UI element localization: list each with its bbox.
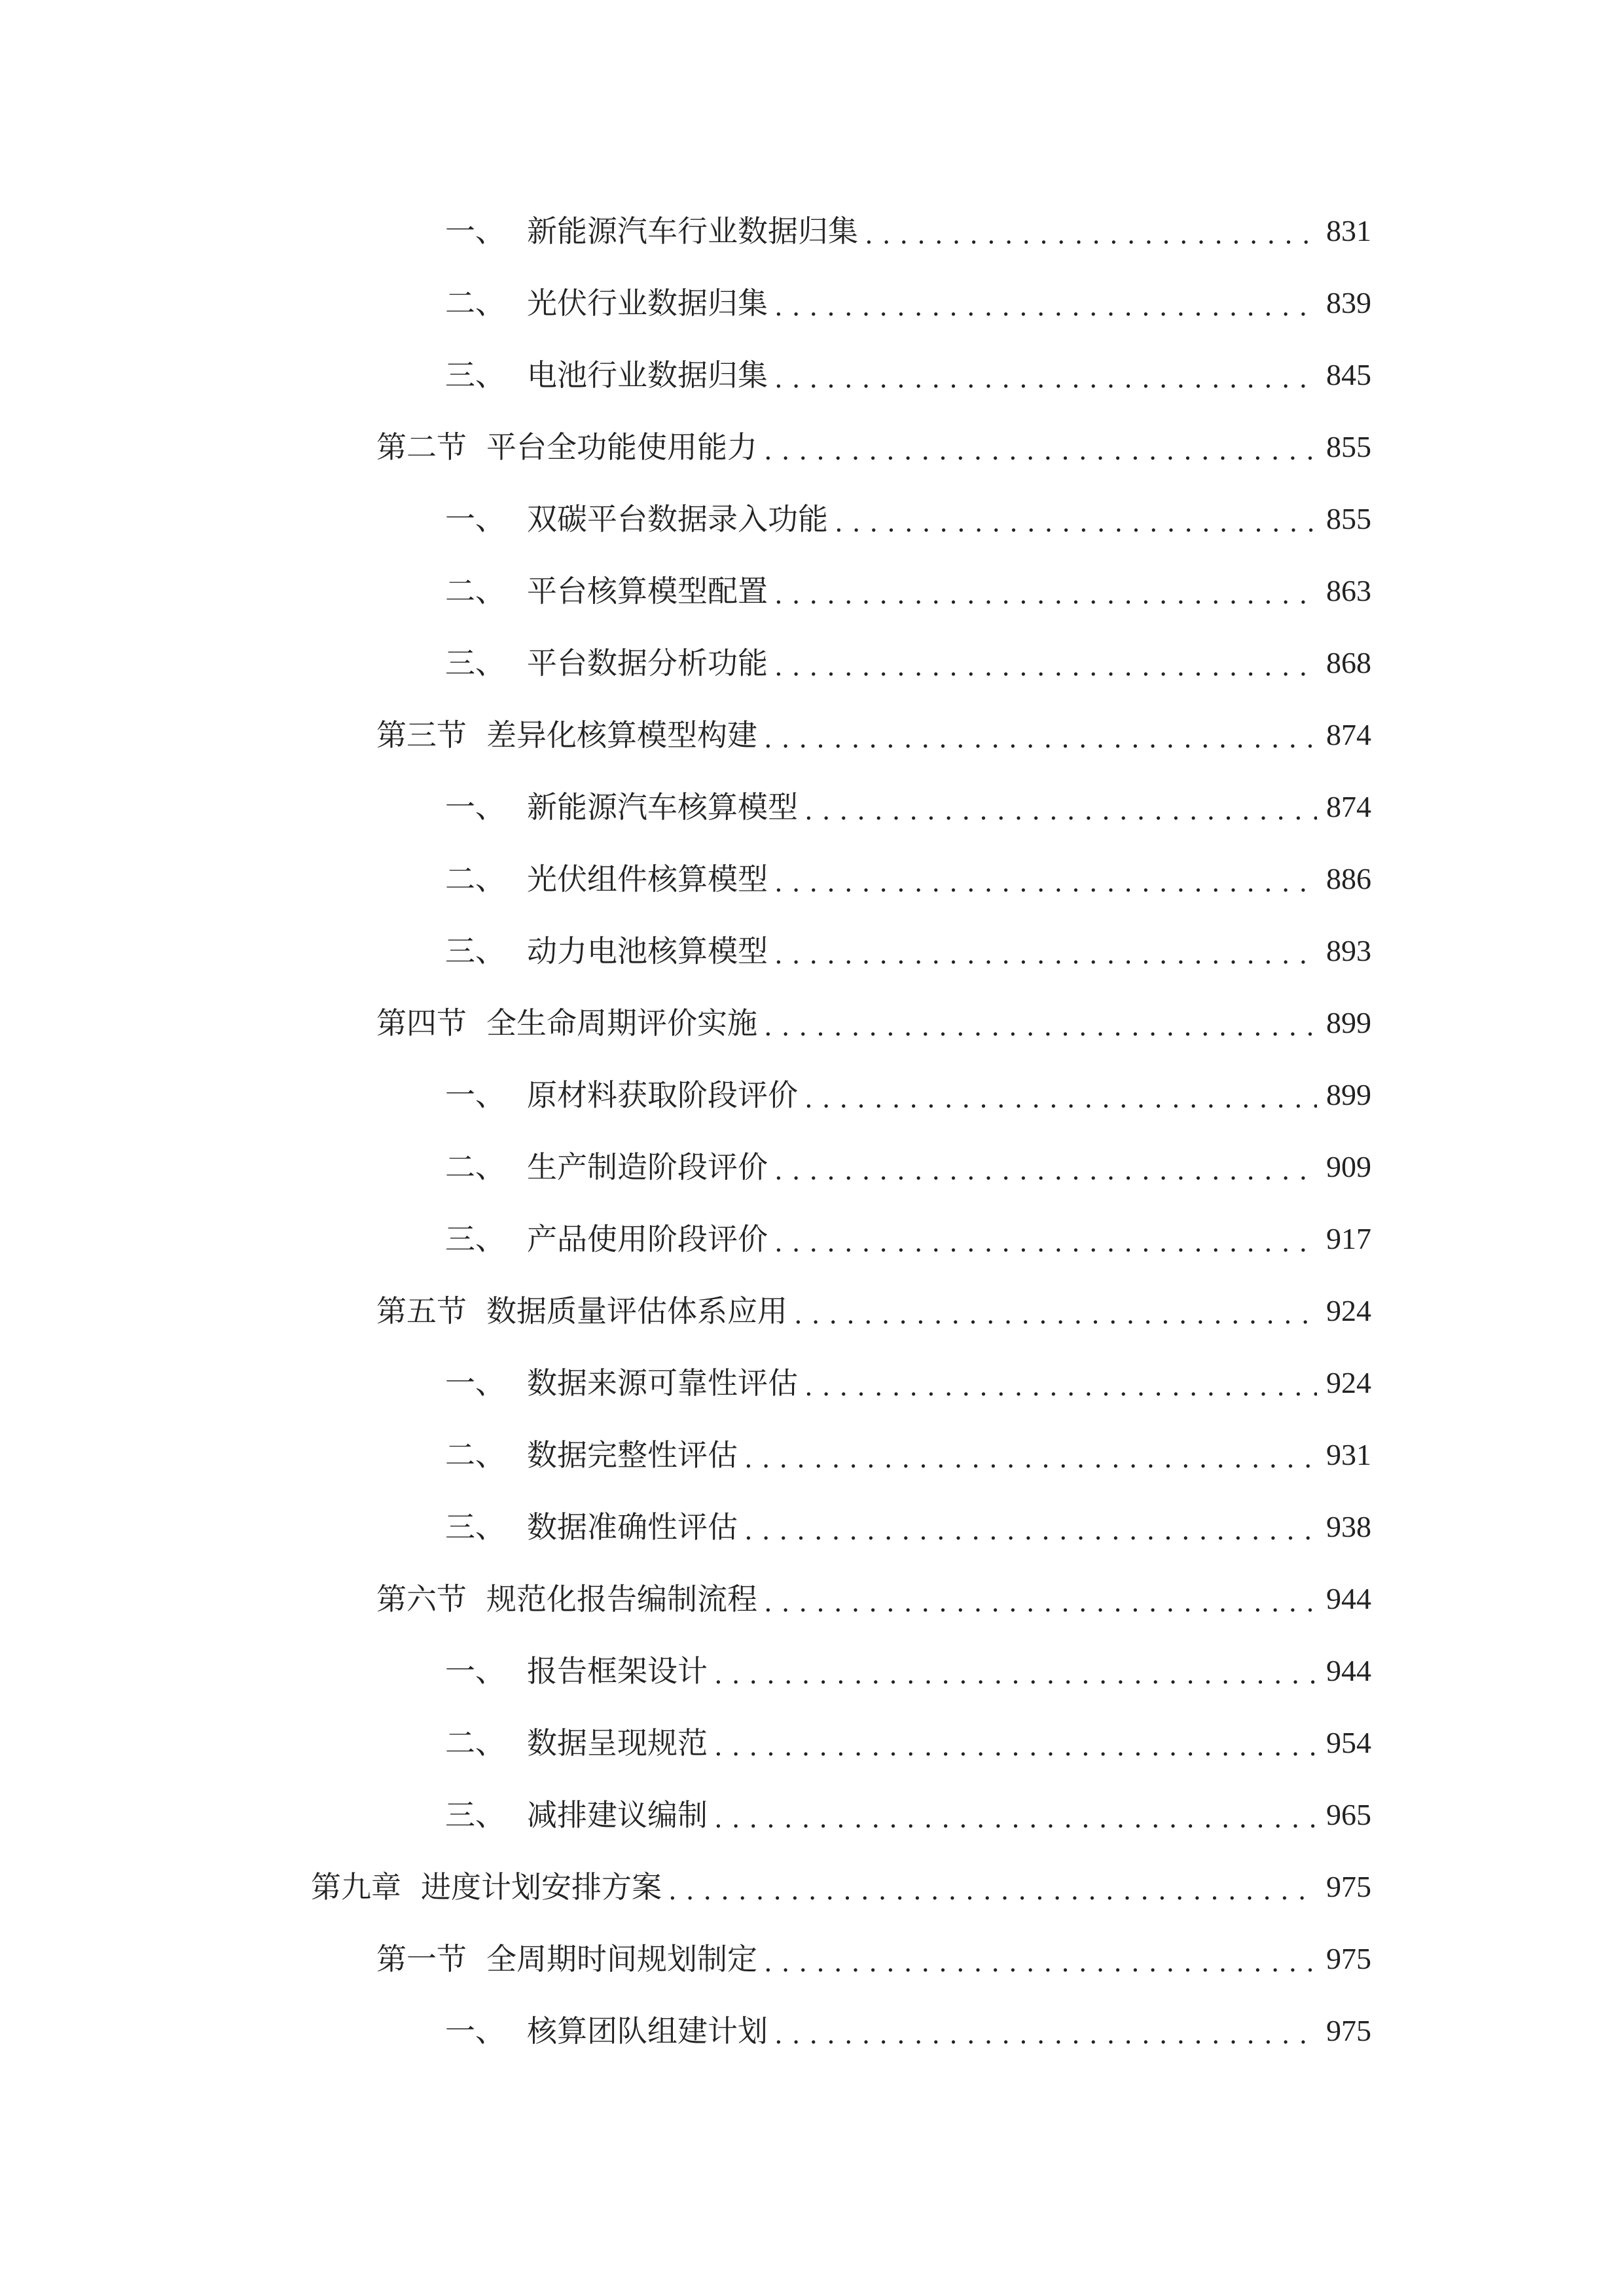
toc-entry-page: 863	[1326, 574, 1371, 607]
toc-dot-leader	[764, 1014, 1317, 1040]
toc-entry[interactable]	[376, 411, 1371, 483]
toc-entry-title: 新能源汽车核算模型	[527, 789, 798, 825]
toc-entry[interactable]	[445, 843, 1371, 915]
toc-entry-number: 二、	[445, 285, 505, 321]
toc-entry-title: 全生命周期评价实施	[486, 1005, 757, 1041]
toc-entry-number: 一、	[445, 213, 505, 249]
toc-entry-page: 899	[1326, 1006, 1371, 1039]
toc-entry[interactable]	[445, 915, 1371, 987]
toc-entry-number: 一、	[445, 501, 505, 537]
toc-dot-leader	[744, 1518, 1317, 1544]
toc-entry[interactable]	[445, 267, 1371, 339]
toc-entry-page: 855	[1326, 502, 1371, 535]
toc-entry-title: 原材料获取阶段评价	[527, 1077, 798, 1113]
toc-entry-page: 893	[1326, 934, 1371, 967]
toc-entry[interactable]	[445, 771, 1371, 843]
toc-entry-number: 一、	[445, 1653, 505, 1689]
toc-dot-leader	[774, 2022, 1317, 2048]
toc-entry-title: 电池行业数据归集	[527, 357, 768, 393]
toc-entry-page: 839	[1326, 286, 1371, 319]
toc-dot-leader	[804, 1374, 1317, 1400]
toc-entry-page: 886	[1326, 862, 1371, 895]
toc-entry-page: 944	[1326, 1654, 1371, 1687]
toc-entry[interactable]	[445, 1491, 1371, 1563]
toc-entry-title: 减排建议编制	[527, 1797, 708, 1833]
toc-entry-number: 第三节	[376, 717, 467, 753]
toc-entry-number: 三、	[445, 1797, 505, 1833]
toc-entry-number: 三、	[445, 1221, 505, 1257]
toc-entry[interactable]	[445, 339, 1371, 411]
toc-entry-title: 规范化报告编制流程	[486, 1581, 757, 1617]
toc-entry[interactable]	[376, 699, 1371, 771]
toc-entry[interactable]	[445, 1131, 1371, 1203]
toc-entry-page: 975	[1326, 1942, 1371, 1975]
toc-entry[interactable]	[311, 1851, 1371, 1923]
toc-entry[interactable]	[445, 1779, 1371, 1851]
toc-entry[interactable]	[445, 627, 1371, 699]
toc-entry-page: 944	[1326, 1582, 1371, 1615]
toc-dot-leader	[774, 366, 1317, 392]
toc-entry-title: 核算团队组建计划	[527, 2013, 768, 2049]
toc-entry-title: 数据质量评估体系应用	[486, 1293, 787, 1329]
toc-entry-page: 917	[1326, 1222, 1371, 1255]
toc-entry[interactable]	[445, 1635, 1371, 1707]
toc-entry[interactable]	[376, 1923, 1371, 1995]
toc-dot-leader	[774, 1230, 1317, 1256]
toc-dot-leader	[764, 726, 1317, 752]
toc-entry-number: 一、	[445, 789, 505, 825]
toc-entry[interactable]	[445, 1707, 1371, 1779]
toc-entry-title: 动力电池核算模型	[527, 933, 768, 969]
toc-entry-title: 光伏行业数据归集	[527, 285, 768, 321]
toc-entry-number: 二、	[445, 573, 505, 609]
toc-entry-number: 第四节	[376, 1005, 467, 1041]
toc-entry-number: 三、	[445, 357, 505, 393]
toc-entry-page: 924	[1326, 1366, 1371, 1399]
toc-dot-leader	[865, 222, 1317, 248]
toc-entry-number: 二、	[445, 861, 505, 897]
toc-entry-number: 三、	[445, 933, 505, 969]
toc-entry-number: 第六节	[376, 1581, 467, 1617]
toc-dot-leader	[774, 582, 1317, 608]
toc-entry-number: 一、	[445, 1365, 505, 1401]
toc-entry[interactable]	[445, 1059, 1371, 1131]
toc-entry-number: 二、	[445, 1725, 505, 1761]
toc-entry-number: 三、	[445, 645, 505, 681]
toc-entry-number: 一、	[445, 1077, 505, 1113]
toc-entry-page: 868	[1326, 646, 1371, 679]
toc-entry[interactable]	[445, 555, 1371, 627]
toc-entry[interactable]	[376, 1275, 1371, 1347]
toc-entry-page: 938	[1326, 1510, 1371, 1543]
toc-dot-leader	[804, 798, 1317, 824]
toc-entry[interactable]	[445, 1347, 1371, 1419]
toc-dot-leader	[804, 1086, 1317, 1112]
toc-entry-number: 第九章	[311, 1869, 401, 1905]
toc-entry-page: 965	[1326, 1798, 1371, 1831]
toc-dot-leader	[835, 510, 1317, 536]
toc-entry-title: 平台数据分析功能	[527, 645, 768, 681]
toc-dot-leader	[714, 1662, 1317, 1688]
toc-entry-page: 931	[1326, 1438, 1371, 1471]
toc-dot-leader	[774, 654, 1317, 680]
toc-dot-leader	[774, 942, 1317, 968]
toc-entry-page: 874	[1326, 790, 1371, 823]
toc-entry-number: 二、	[445, 1437, 505, 1473]
toc-entry-page: 845	[1326, 358, 1371, 391]
toc-entry[interactable]	[445, 1419, 1371, 1491]
toc-dot-leader	[774, 1158, 1317, 1184]
toc-dot-leader	[714, 1806, 1317, 1832]
toc-entry-page: 874	[1326, 718, 1371, 751]
toc-entry-page: 954	[1326, 1726, 1371, 1759]
toc-entry-number: 三、	[445, 1509, 505, 1545]
toc-entry-page: 975	[1326, 1870, 1371, 1903]
toc-dot-leader	[774, 294, 1317, 320]
toc-dot-leader	[764, 1950, 1317, 1976]
toc-entry-number: 第五节	[376, 1293, 467, 1329]
toc-entry-page: 831	[1326, 214, 1371, 247]
toc-entry-title: 报告框架设计	[527, 1653, 708, 1689]
toc-entry-title: 光伏组件核算模型	[527, 861, 768, 897]
toc-entry-title: 数据准确性评估	[527, 1509, 738, 1545]
toc-entry[interactable]	[445, 1995, 1371, 2067]
toc-entry-page: 975	[1326, 2014, 1371, 2047]
toc-entry-title: 双碳平台数据录入功能	[527, 501, 828, 537]
toc-entry-title: 差异化核算模型构建	[486, 717, 757, 753]
toc-entry-title: 新能源汽车行业数据归集	[527, 213, 858, 249]
toc-entry-page: 909	[1326, 1150, 1371, 1183]
toc-entry[interactable]	[376, 987, 1371, 1059]
toc-entry-title: 平台全功能使用能力	[486, 429, 757, 465]
toc-entry-title: 生产制造阶段评价	[527, 1149, 768, 1185]
toc-entry-title: 数据来源可靠性评估	[527, 1365, 798, 1401]
toc-dot-leader	[764, 438, 1317, 464]
toc-entry-page: 855	[1326, 430, 1371, 463]
toc-entry-number: 第一节	[376, 1941, 467, 1977]
toc-entry-title: 数据呈现规范	[527, 1725, 708, 1761]
toc-dot-leader	[764, 1590, 1317, 1616]
toc-entry[interactable]	[445, 1203, 1371, 1275]
toc-entry-page: 924	[1326, 1294, 1371, 1327]
toc-entry[interactable]	[445, 195, 1371, 267]
toc-dot-leader	[668, 1878, 1317, 1904]
toc-entry[interactable]	[376, 1563, 1371, 1635]
toc-entry-title: 平台核算模型配置	[527, 573, 768, 609]
toc-dot-leader	[714, 1734, 1317, 1760]
toc-entry[interactable]	[445, 483, 1371, 555]
toc-entry-title: 数据完整性评估	[527, 1437, 738, 1473]
toc-dot-leader	[774, 870, 1317, 896]
toc-entry-page: 899	[1326, 1078, 1371, 1111]
toc-dot-leader	[744, 1446, 1317, 1472]
toc-entry-number: 二、	[445, 1149, 505, 1185]
toc-entry-number: 一、	[445, 2013, 505, 2049]
toc-entry-title: 产品使用阶段评价	[527, 1221, 768, 1257]
toc-entry-title: 进度计划安排方案	[421, 1869, 662, 1905]
toc-entry-title: 全周期时间规划制定	[486, 1941, 757, 1977]
toc-entry-number: 第二节	[376, 429, 467, 465]
toc-dot-leader	[794, 1302, 1317, 1328]
